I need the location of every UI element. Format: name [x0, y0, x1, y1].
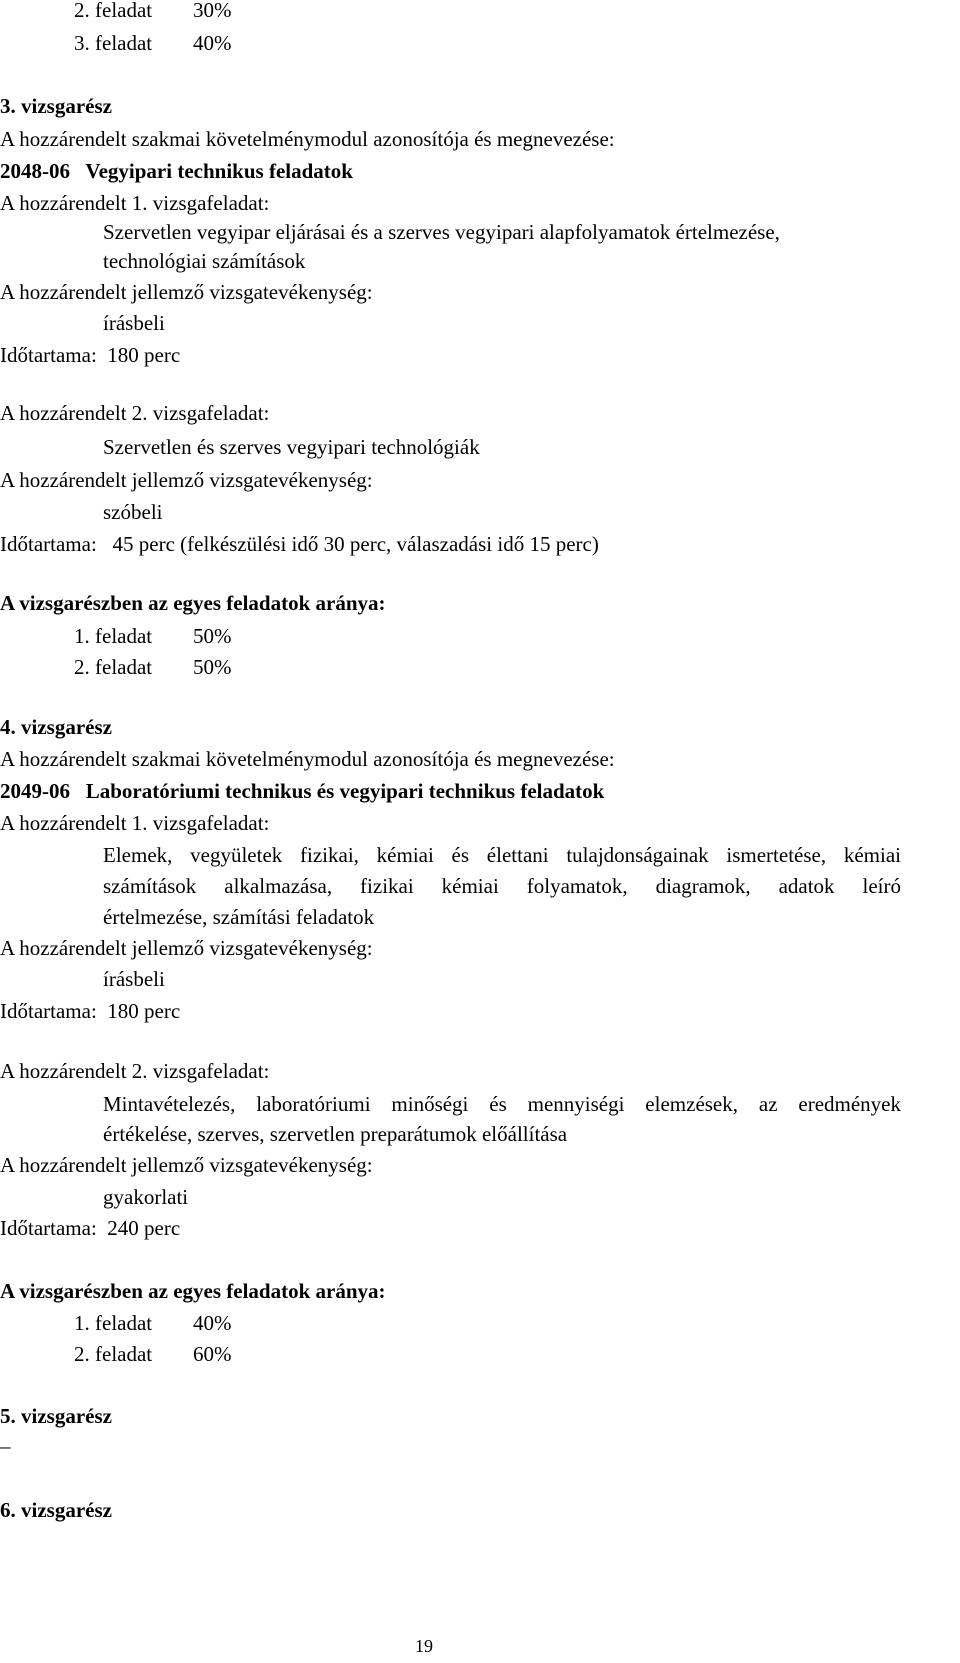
ratio-item-percent: 50%: [193, 655, 232, 679]
task-intro: A hozzárendelt 2. vizsgafeladat:: [0, 401, 270, 425]
task-intro: A hozzárendelt 2. vizsgafeladat:: [0, 1059, 270, 1083]
activity-value: írásbeli: [103, 311, 165, 335]
activity-intro: A hozzárendelt jellemző vizsgatevékenység:: [0, 280, 373, 304]
task-title: Szervetlen és szerves vegyipari technológiák: [103, 435, 480, 459]
module-title: 2049-06 Laboratóriumi technikus és vegyipari technikus feladatok: [0, 779, 605, 803]
module-intro: A hozzárendelt szakmai követelménymodul azonosítója és megnevezése:: [0, 127, 615, 151]
section-heading-part4: 4. vizsgarész: [0, 715, 112, 739]
task-title: értékelése, szerves, szervetlen preparátumok előállítása: [103, 1122, 568, 1146]
ratio-item-label: 1. feladat: [74, 1311, 153, 1335]
task-title: értelmezése, számítási feladatok: [103, 905, 375, 929]
ratio-item-percent: 50%: [193, 624, 232, 648]
ratio-item-percent: 30%: [193, 0, 232, 22]
task-title: technológiai számítások: [103, 249, 306, 273]
ratio-heading: A vizsgarészben az egyes feladatok aránya:: [0, 591, 386, 615]
duration: Időtartama: 240 perc: [0, 1216, 181, 1240]
ratio-item-label: 1. feladat: [74, 624, 153, 648]
page-number: 19: [415, 1636, 433, 1656]
section-heading-part3: 3. vizsgarész: [0, 94, 112, 118]
module-title: 2048-06 Vegyipari technikus feladatok: [0, 159, 353, 183]
module-intro: A hozzárendelt szakmai követelménymodul azonosítója és megnevezése:: [0, 747, 615, 771]
task-title: Elemek, vegyületek fizikai, kémiai és élettani tulajdonságainak ismertetése, kémiai: [103, 843, 901, 867]
task-title: számítások alkalmazása, fizikai kémiai folyamatok, diagramok, adatok leíró: [103, 874, 901, 898]
ratio-item-percent: 60%: [193, 1342, 232, 1366]
activity-intro: A hozzárendelt jellemző vizsgatevékenység:: [0, 468, 373, 492]
ratio-heading: A vizsgarészben az egyes feladatok aránya:: [0, 1279, 386, 1303]
ratio-item-label: 3. feladat: [74, 31, 153, 55]
duration: Időtartama: 180 perc: [0, 999, 181, 1023]
duration: Időtartama: 180 perc: [0, 343, 181, 367]
ratio-item-label: 2. feladat: [74, 655, 153, 679]
section-content-dash: –: [0, 1434, 11, 1458]
ratio-item-label: 2. feladat: [74, 1342, 153, 1366]
task-title: Szervetlen vegyipar eljárásai és a szerves vegyipari alapfolyamatok értelmezése,: [103, 220, 780, 244]
section-heading-part6: 6. vizsgarész: [0, 1498, 112, 1522]
ratio-item-percent: 40%: [193, 1311, 232, 1335]
ratio-item-percent: 40%: [193, 31, 232, 55]
task-title: Mintavételezés, laboratóriumi minőségi és mennyiségi elemzések, az eredmények: [103, 1092, 901, 1116]
task-intro: A hozzárendelt 1. vizsgafeladat:: [0, 811, 270, 835]
activity-value: írásbeli: [103, 967, 165, 991]
duration: Időtartama: 45 perc (felkészülési idő 30 perc, válaszadási idő 15 perc): [0, 532, 599, 556]
task-intro: A hozzárendelt 1. vizsgafeladat:: [0, 191, 270, 215]
activity-intro: A hozzárendelt jellemző vizsgatevékenység:: [0, 1153, 373, 1177]
activity-value: gyakorlati: [103, 1185, 189, 1209]
activity-intro: A hozzárendelt jellemző vizsgatevékenység:: [0, 936, 373, 960]
section-heading-part5: 5. vizsgarész: [0, 1404, 112, 1428]
ratio-item-label: 2. feladat: [74, 0, 153, 22]
activity-value: szóbeli: [103, 500, 163, 524]
